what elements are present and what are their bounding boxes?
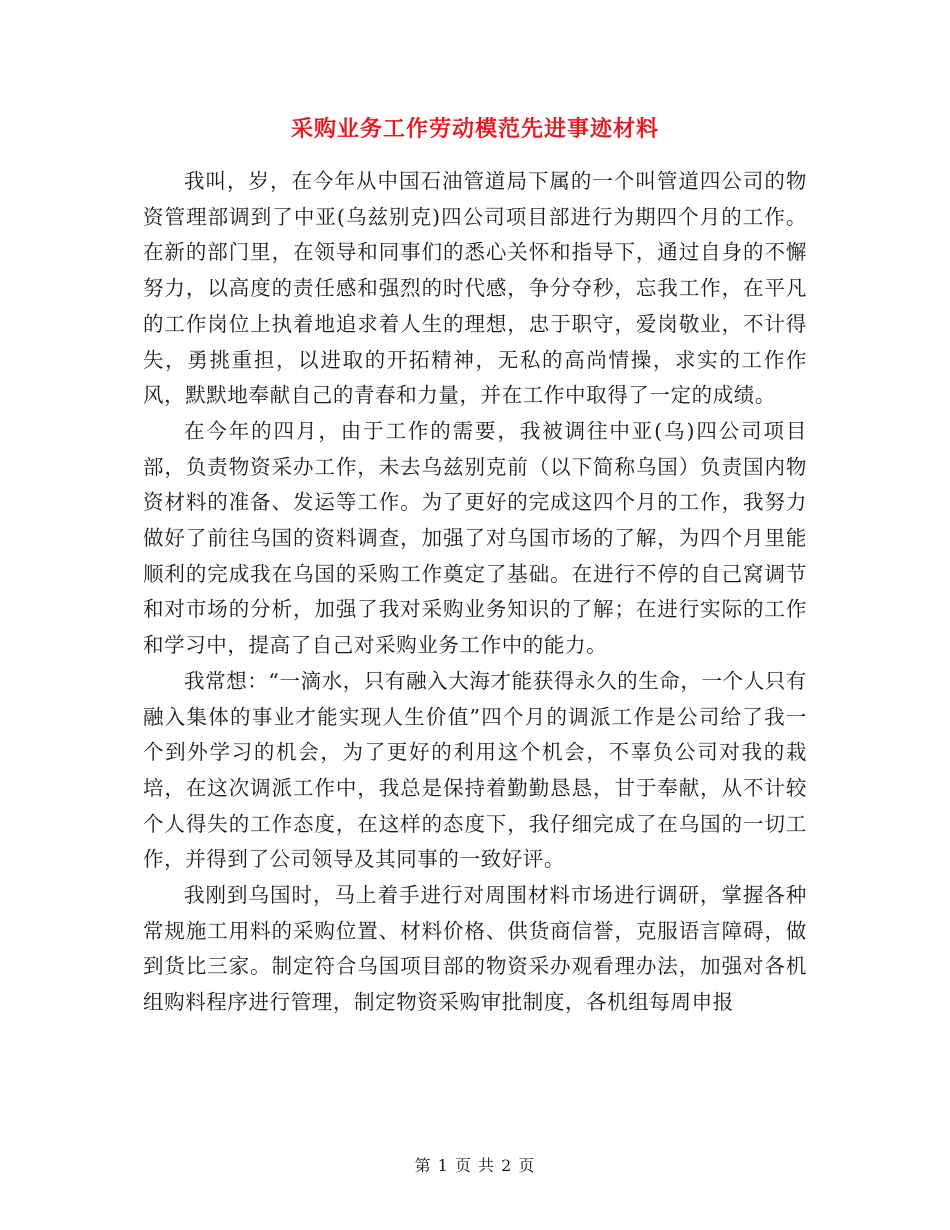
document-body — [143, 164, 807, 1021]
document-title: 采购业务工作劳动模范先进事迹材料 — [290, 116, 659, 142]
paragraph-2: 在今年的四月，由于工作的需要，我被调往中亚(乌)四公司项目部，负责物资采办工作，未去乌兹别克前（以下简称乌国）负责国内物资材料的准备、发运等工作。为了更好的完成这四个月的工作，我努力做好了前往乌国的资料调查，加强了对乌国市场的了解，为四个月里能顺利的完成我在乌国的采购工作奠定了基础。在进行不停的自己窝调节和对市场的分析，加强了我对采购业务知识的了解；在进行实际的工作和学习中，提高了自己对采购业务工作中的能力。 — [143, 418, 807, 658]
paragraph-3: 我常想：“一滴水，只有融入大海才能获得永久的生命，一个人只有融入集体的事业才能实现人生价值”四个月的调派工作是公司给了我一个到外学习的机会，为了更好的利用这个机会，不辜负公司对我的栽培，在这次调派工作中，我总是保持着勤勤恳恳，甘于奉献，从不计较个人得失的工作态度，在这样的态度下，我仔细完成了在乌国的一切工作，并得到了公司领导及其同事的一致好评。 — [143, 668, 807, 872]
page-number-footer: 第 1 页 共 2 页 — [414, 1156, 536, 1175]
paragraph-1: 我叫，岁，在今年从中国石油管道局下属的一个叫管道四公司的物资管理部调到了中亚(乌兹别克)四公司项目部进行为期四个月的工作。在新的部门里，在领导和同事们的悉心关怀和指导下，通过自身的不懈努力，以高度的责任感和强烈的时代感，争分夺秒，忘我工作，在平凡的工作岗位上执着地追求着人生的理想，忠于职守，爱岗敬业，不计得失，勇挑重担，以进取的开拓精神，无私的高尚情操，求实的工作作风，默默地奉献自己的青春和力量，并在工作中取得了一定的成绩。 — [143, 169, 807, 408]
paragraph-4: 我刚到乌国时，马上着手进行对周围材料市场进行调研，掌握各种常规施工用料的采购位置、材料价格、供货商信誉，克服语言障碍，做到货比三家。制定符合乌国项目部的物资采办观看理办法，加强对各机组购料程序进行管理，制定物资采购审批制度，各机组每周申报 — [143, 883, 807, 1015]
